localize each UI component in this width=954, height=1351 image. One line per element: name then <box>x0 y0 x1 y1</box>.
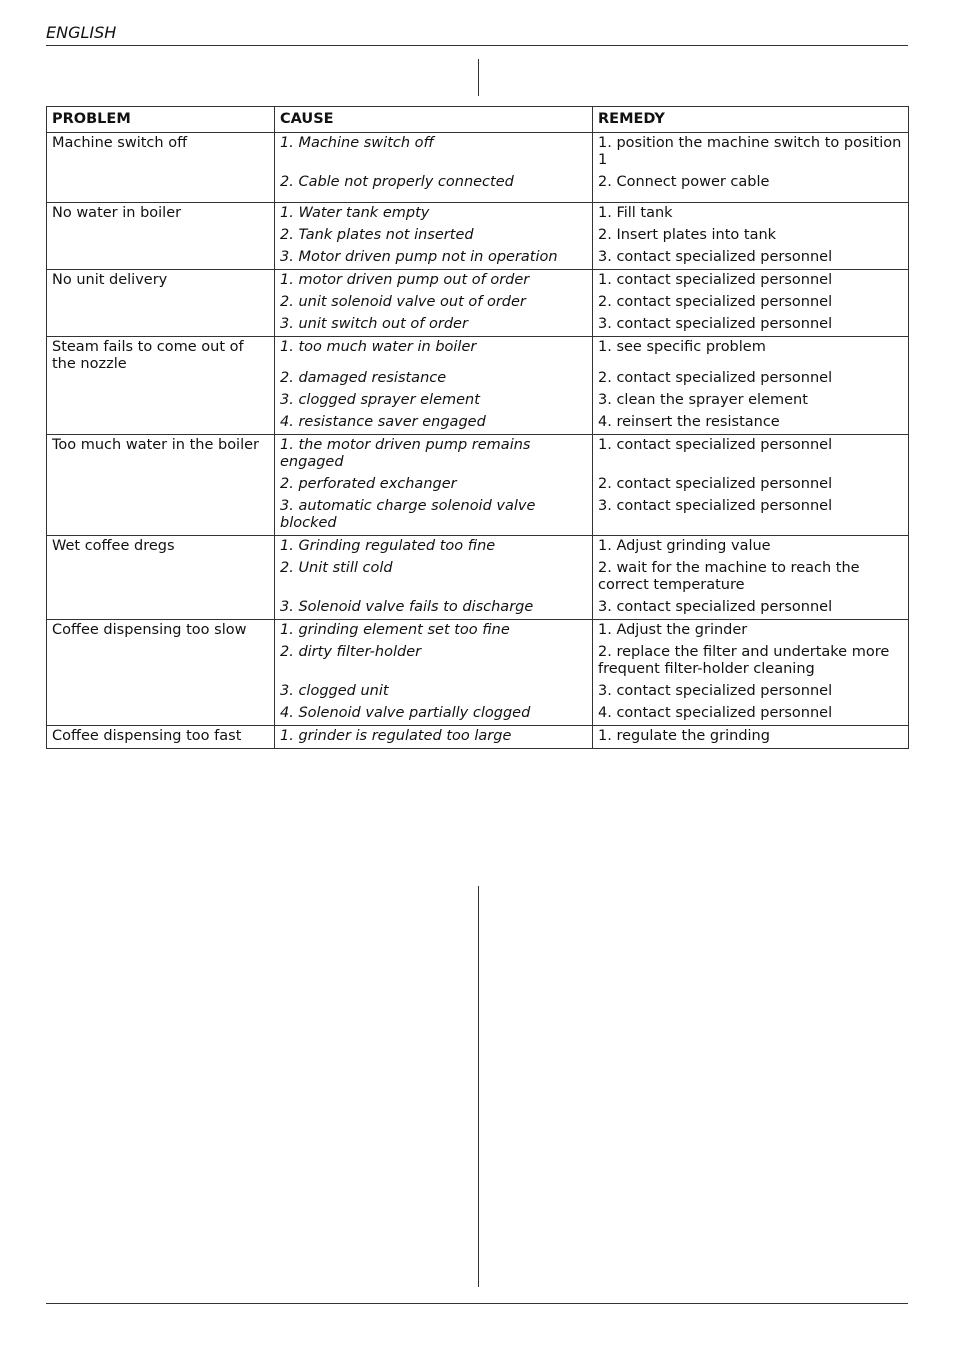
remedy-cell: 1. regulate the grinding <box>593 726 909 749</box>
cause-cell: 1. too much water in boiler <box>275 336 593 368</box>
remedy-cell: 2. replace the filter and undertake more frequent filter-holder cleaning <box>593 642 909 681</box>
problem-cell: Coffee dispensing too fast <box>47 726 275 749</box>
cause-cell: 2. damaged resistance <box>275 368 593 390</box>
cause-cell: 2. unit solenoid valve out of order <box>275 292 593 314</box>
cause-cell: 1. motor driven pump out of order <box>275 269 593 292</box>
remedy-cell: 2. contact specialized personnel <box>593 292 909 314</box>
column-divider-bottom <box>478 886 479 1287</box>
remedy-cell: 2. Connect power cable <box>593 172 909 202</box>
problem-cell: No unit delivery <box>47 269 275 336</box>
table-row <box>47 202 909 225</box>
remedy-cell: 3. contact specialized personnel <box>593 247 909 270</box>
column-header-cause: CAUSE <box>275 107 593 133</box>
problem-cell: Machine switch off <box>47 133 275 203</box>
table-row <box>47 726 909 749</box>
remedy-cell: 3. contact specialized personnel <box>593 496 909 536</box>
remedy-cell: 2. Insert plates into tank <box>593 225 909 247</box>
table-row <box>47 269 909 292</box>
remedy-cell: 2. wait for the machine to reach the correct temperature <box>593 558 909 597</box>
remedy-cell: 3. clean the sprayer element <box>593 390 909 412</box>
remedy-cell: 3. contact specialized personnel <box>593 314 909 337</box>
remedy-cell: 4. contact specialized personnel <box>593 703 909 726</box>
remedy-cell: 2. contact specialized personnel <box>593 368 909 390</box>
remedy-cell: 3. contact specialized personnel <box>593 597 909 620</box>
table-row <box>47 435 909 475</box>
problem-cell: No water in boiler <box>47 202 275 269</box>
table-body <box>47 133 909 749</box>
cause-cell: 3. Solenoid valve fails to discharge <box>275 597 593 620</box>
cause-cell: 4. resistance saver engaged <box>275 412 593 435</box>
remedy-cell: 1. contact specialized personnel <box>593 269 909 292</box>
remedy-cell: 1. Adjust grinding value <box>593 536 909 559</box>
remedy-cell: 1. contact specialized personnel <box>593 435 909 475</box>
remedy-cell: 1. Adjust the grinder <box>593 620 909 643</box>
table-row <box>47 536 909 559</box>
cause-cell: 3. unit switch out of order <box>275 314 593 337</box>
cause-cell: 3. automatic charge solenoid valve blocked <box>275 496 593 536</box>
cause-cell: 1. Water tank empty <box>275 202 593 225</box>
table-row <box>47 336 909 368</box>
cause-cell: 1. Machine switch off <box>275 133 593 173</box>
remedy-cell: 1. Fill tank <box>593 202 909 225</box>
cause-cell: 3. Motor driven pump not in operation <box>275 247 593 270</box>
remedy-cell: 1. position the machine switch to position 1 <box>593 133 909 173</box>
remedy-cell: 1. see specific problem <box>593 336 909 368</box>
column-header-problem: PROBLEM <box>47 107 275 133</box>
page-language-label: ENGLISH <box>46 23 117 42</box>
problem-cell: Steam fails to come out of the nozzle <box>47 336 275 435</box>
problem-cell: Too much water in the boiler <box>47 435 275 536</box>
cause-cell: 2. Unit still cold <box>275 558 593 597</box>
cause-cell: 2. Cable not properly connected <box>275 172 593 202</box>
remedy-cell: 2. contact specialized personnel <box>593 474 909 496</box>
cause-cell: 3. clogged unit <box>275 681 593 703</box>
cause-cell: 3. clogged sprayer element <box>275 390 593 412</box>
cause-cell: 2. Tank plates not inserted <box>275 225 593 247</box>
table-row <box>47 133 909 173</box>
cause-cell: 1. grinding element set too fine <box>275 620 593 643</box>
cause-cell: 1. grinder is regulated too large <box>275 726 593 749</box>
table-row <box>47 620 909 643</box>
problem-cell: Coffee dispensing too slow <box>47 620 275 726</box>
cause-cell: 1. the motor driven pump remains engaged <box>275 435 593 475</box>
problem-cell: Wet coffee dregs <box>47 536 275 620</box>
remedy-cell: 3. contact specialized personnel <box>593 681 909 703</box>
remedy-cell: 4. reinsert the resistance <box>593 412 909 435</box>
header-divider <box>46 45 908 46</box>
column-divider-top <box>478 59 479 96</box>
cause-cell: 2. perforated exchanger <box>275 474 593 496</box>
cause-cell: 2. dirty filter-holder <box>275 642 593 681</box>
footer-divider <box>46 1303 908 1304</box>
cause-cell: 1. Grinding regulated too fine <box>275 536 593 559</box>
column-header-remedy: REMEDY <box>593 107 909 133</box>
troubleshooting-table <box>46 106 909 749</box>
table-header-row <box>47 107 909 133</box>
cause-cell: 4. Solenoid valve partially clogged <box>275 703 593 726</box>
